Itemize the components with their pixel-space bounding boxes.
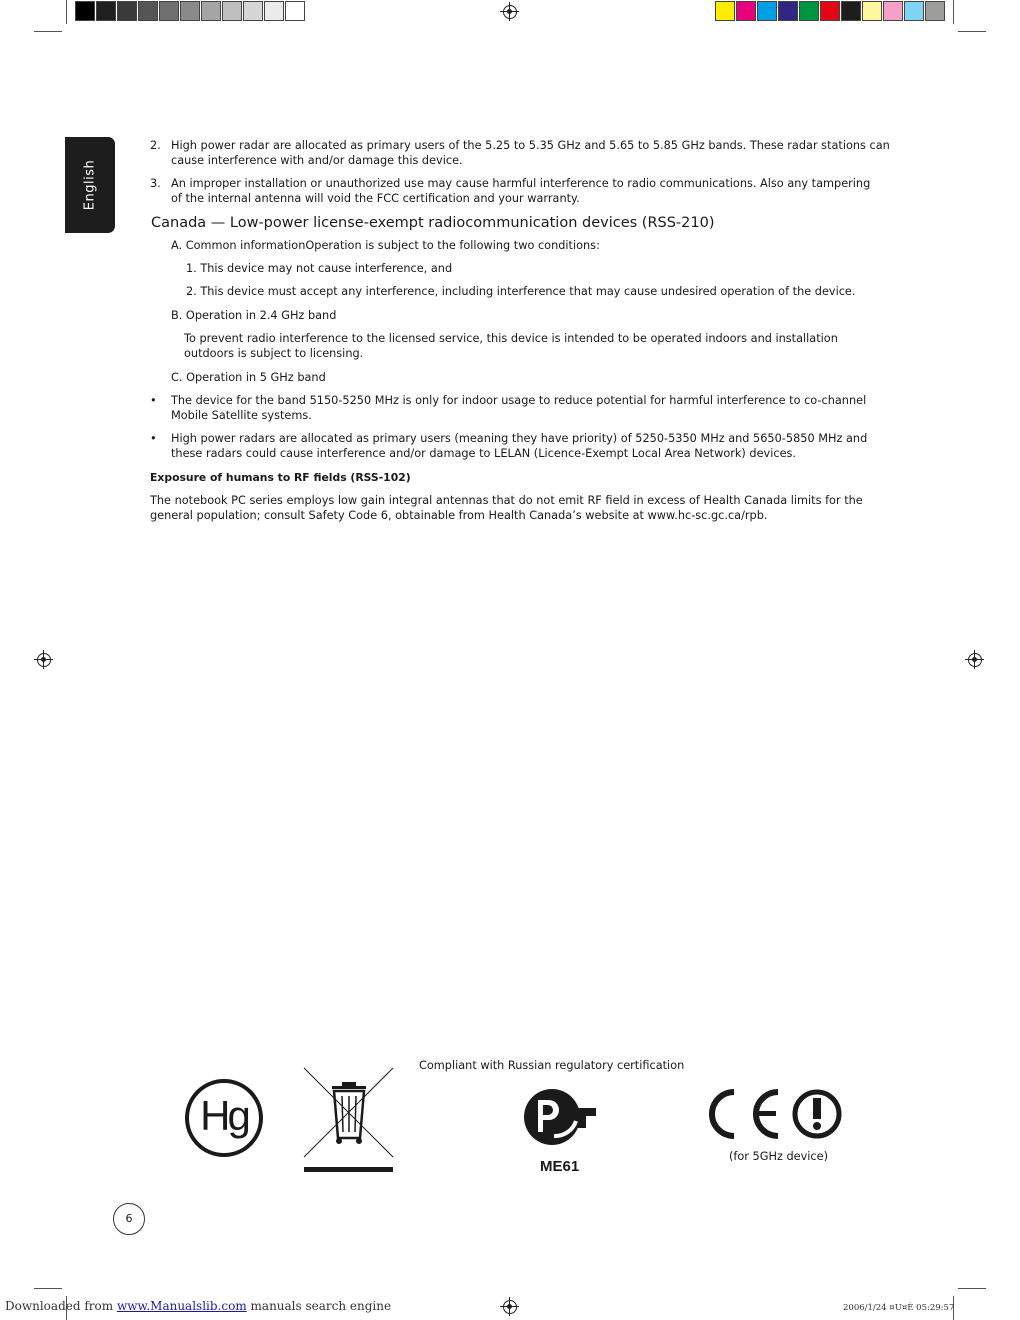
- bullet-line: Mobile Satellite systems.: [171, 409, 312, 422]
- color-swatch: [904, 1, 924, 21]
- bullet-line: The device for the band 5150-5250 MHz is only for indoor usage to reduce potential for harmful interference to co-channel: [171, 394, 867, 407]
- gray-swatch: [264, 1, 284, 21]
- list-item-line: of the internal antenna will void the FCC certification and your warranty.: [171, 192, 580, 205]
- gray-swatch: [117, 1, 137, 21]
- subsection-title: B. Operation in 2.4 GHz band: [171, 309, 337, 322]
- gray-swatch: [201, 1, 221, 21]
- download-prefix: Downloaded from: [5, 1299, 114, 1313]
- registration-mark-icon: [503, 1300, 517, 1314]
- gray-swatch: [75, 1, 95, 21]
- color-swatch: [841, 1, 861, 21]
- bullet-icon: •: [150, 432, 157, 445]
- crop-mark: [66, 0, 67, 24]
- color-swatch: [778, 1, 798, 21]
- manualslib-link[interactable]: www.Manualslib.com: [116, 1299, 247, 1313]
- paragraph-line: outdoors is subject to licensing.: [184, 347, 364, 360]
- gray-swatch: [285, 1, 305, 21]
- list-number: 3.: [150, 177, 161, 190]
- ce-mark-logo: [708, 1086, 846, 1142]
- subsection-title: C. Operation in 5 GHz band: [171, 371, 326, 384]
- gray-swatch: [243, 1, 263, 21]
- color-swatch: [883, 1, 903, 21]
- condition-item: 1. This device may not cause interference, and: [186, 262, 453, 275]
- bullet-line: these radars could cause interference and/or damage to LELAN (Licence-Exempt Local Area Network) devices.: [171, 447, 797, 460]
- list-item-line: An improper installation or unauthorized use may cause harmful interference to radio communications. Also any tampering: [171, 177, 871, 190]
- list-item-line: High power radar are allocated as primary users of the 5.25 to 5.35 GHz and 5.65 to 5.85 GHz bands. These radar stations can: [171, 139, 890, 152]
- gray-swatch: [159, 1, 179, 21]
- gost-code: ME61: [540, 1158, 580, 1175]
- crop-mark: [958, 1288, 986, 1289]
- subsection-title: A. Common informationOperation is subject to the following two conditions:: [171, 239, 600, 252]
- crop-mark: [958, 31, 986, 32]
- registration-mark-icon: [37, 653, 51, 667]
- color-swatch: [715, 1, 735, 21]
- crop-mark: [34, 31, 62, 32]
- gray-swatch: [138, 1, 158, 21]
- gost-r-logo: [524, 1088, 600, 1148]
- mercury-logo: [184, 1078, 264, 1158]
- language-side-tab: [65, 137, 115, 233]
- ce-caption: (for 5GHz device): [729, 1150, 829, 1163]
- language-label: English: [82, 159, 98, 211]
- gray-swatch: [222, 1, 242, 21]
- paragraph-line: general population; consult Safety Code 6, obtainable from Health Canada’s website at www.hc-sc.gc.ca/rpb.: [150, 509, 768, 522]
- color-swatch: [820, 1, 840, 21]
- list-item-line: cause interference with and/or damage this device.: [171, 154, 463, 167]
- color-swatch: [799, 1, 819, 21]
- paragraph-line: To prevent radio interference to the licensed service, this device is intended to be operated indoors and installation: [184, 332, 838, 345]
- hg-symbol: Hg: [200, 1092, 248, 1139]
- color-swatch: [736, 1, 756, 21]
- download-footer: [5, 1299, 391, 1313]
- crop-mark: [953, 0, 954, 24]
- section-heading: Canada — Low-power license-exempt radiocommunication devices (RSS-210): [151, 215, 715, 231]
- russian-cert-caption: Compliant with Russian regulatory certification: [419, 1059, 685, 1072]
- gray-swatch: [180, 1, 200, 21]
- list-number: 2.: [150, 139, 161, 152]
- condition-item: 2. This device must accept any interference, including interference that may cause undesired operation of the device.: [186, 285, 856, 298]
- gray-swatch: [96, 1, 116, 21]
- paragraph-line: The notebook PC series employs low gain integral antennas that do not emit RF field in excess of Health Canada limits for the: [150, 494, 863, 507]
- color-swatch: [757, 1, 777, 21]
- rf-exposure-heading: Exposure of humans to RF fields (RSS-102): [150, 471, 411, 484]
- color-swatch: [925, 1, 945, 21]
- page-number: 6: [113, 1203, 145, 1235]
- bullet-line: High power radars are allocated as primary users (meaning they have priority) of 5250-5350 MHz and 5650-5850 MHz and: [171, 432, 868, 445]
- crop-mark: [34, 1288, 62, 1289]
- registration-mark-icon: [968, 653, 982, 667]
- color-swatch: [862, 1, 882, 21]
- print-timestamp: 2006/1/24 ¤U¤È 05:29:57: [843, 1303, 955, 1313]
- weee-crossed-bin-icon: [302, 1066, 396, 1176]
- download-suffix: manuals search engine: [250, 1299, 392, 1313]
- registration-mark-icon: [503, 5, 517, 19]
- bullet-icon: •: [150, 394, 157, 407]
